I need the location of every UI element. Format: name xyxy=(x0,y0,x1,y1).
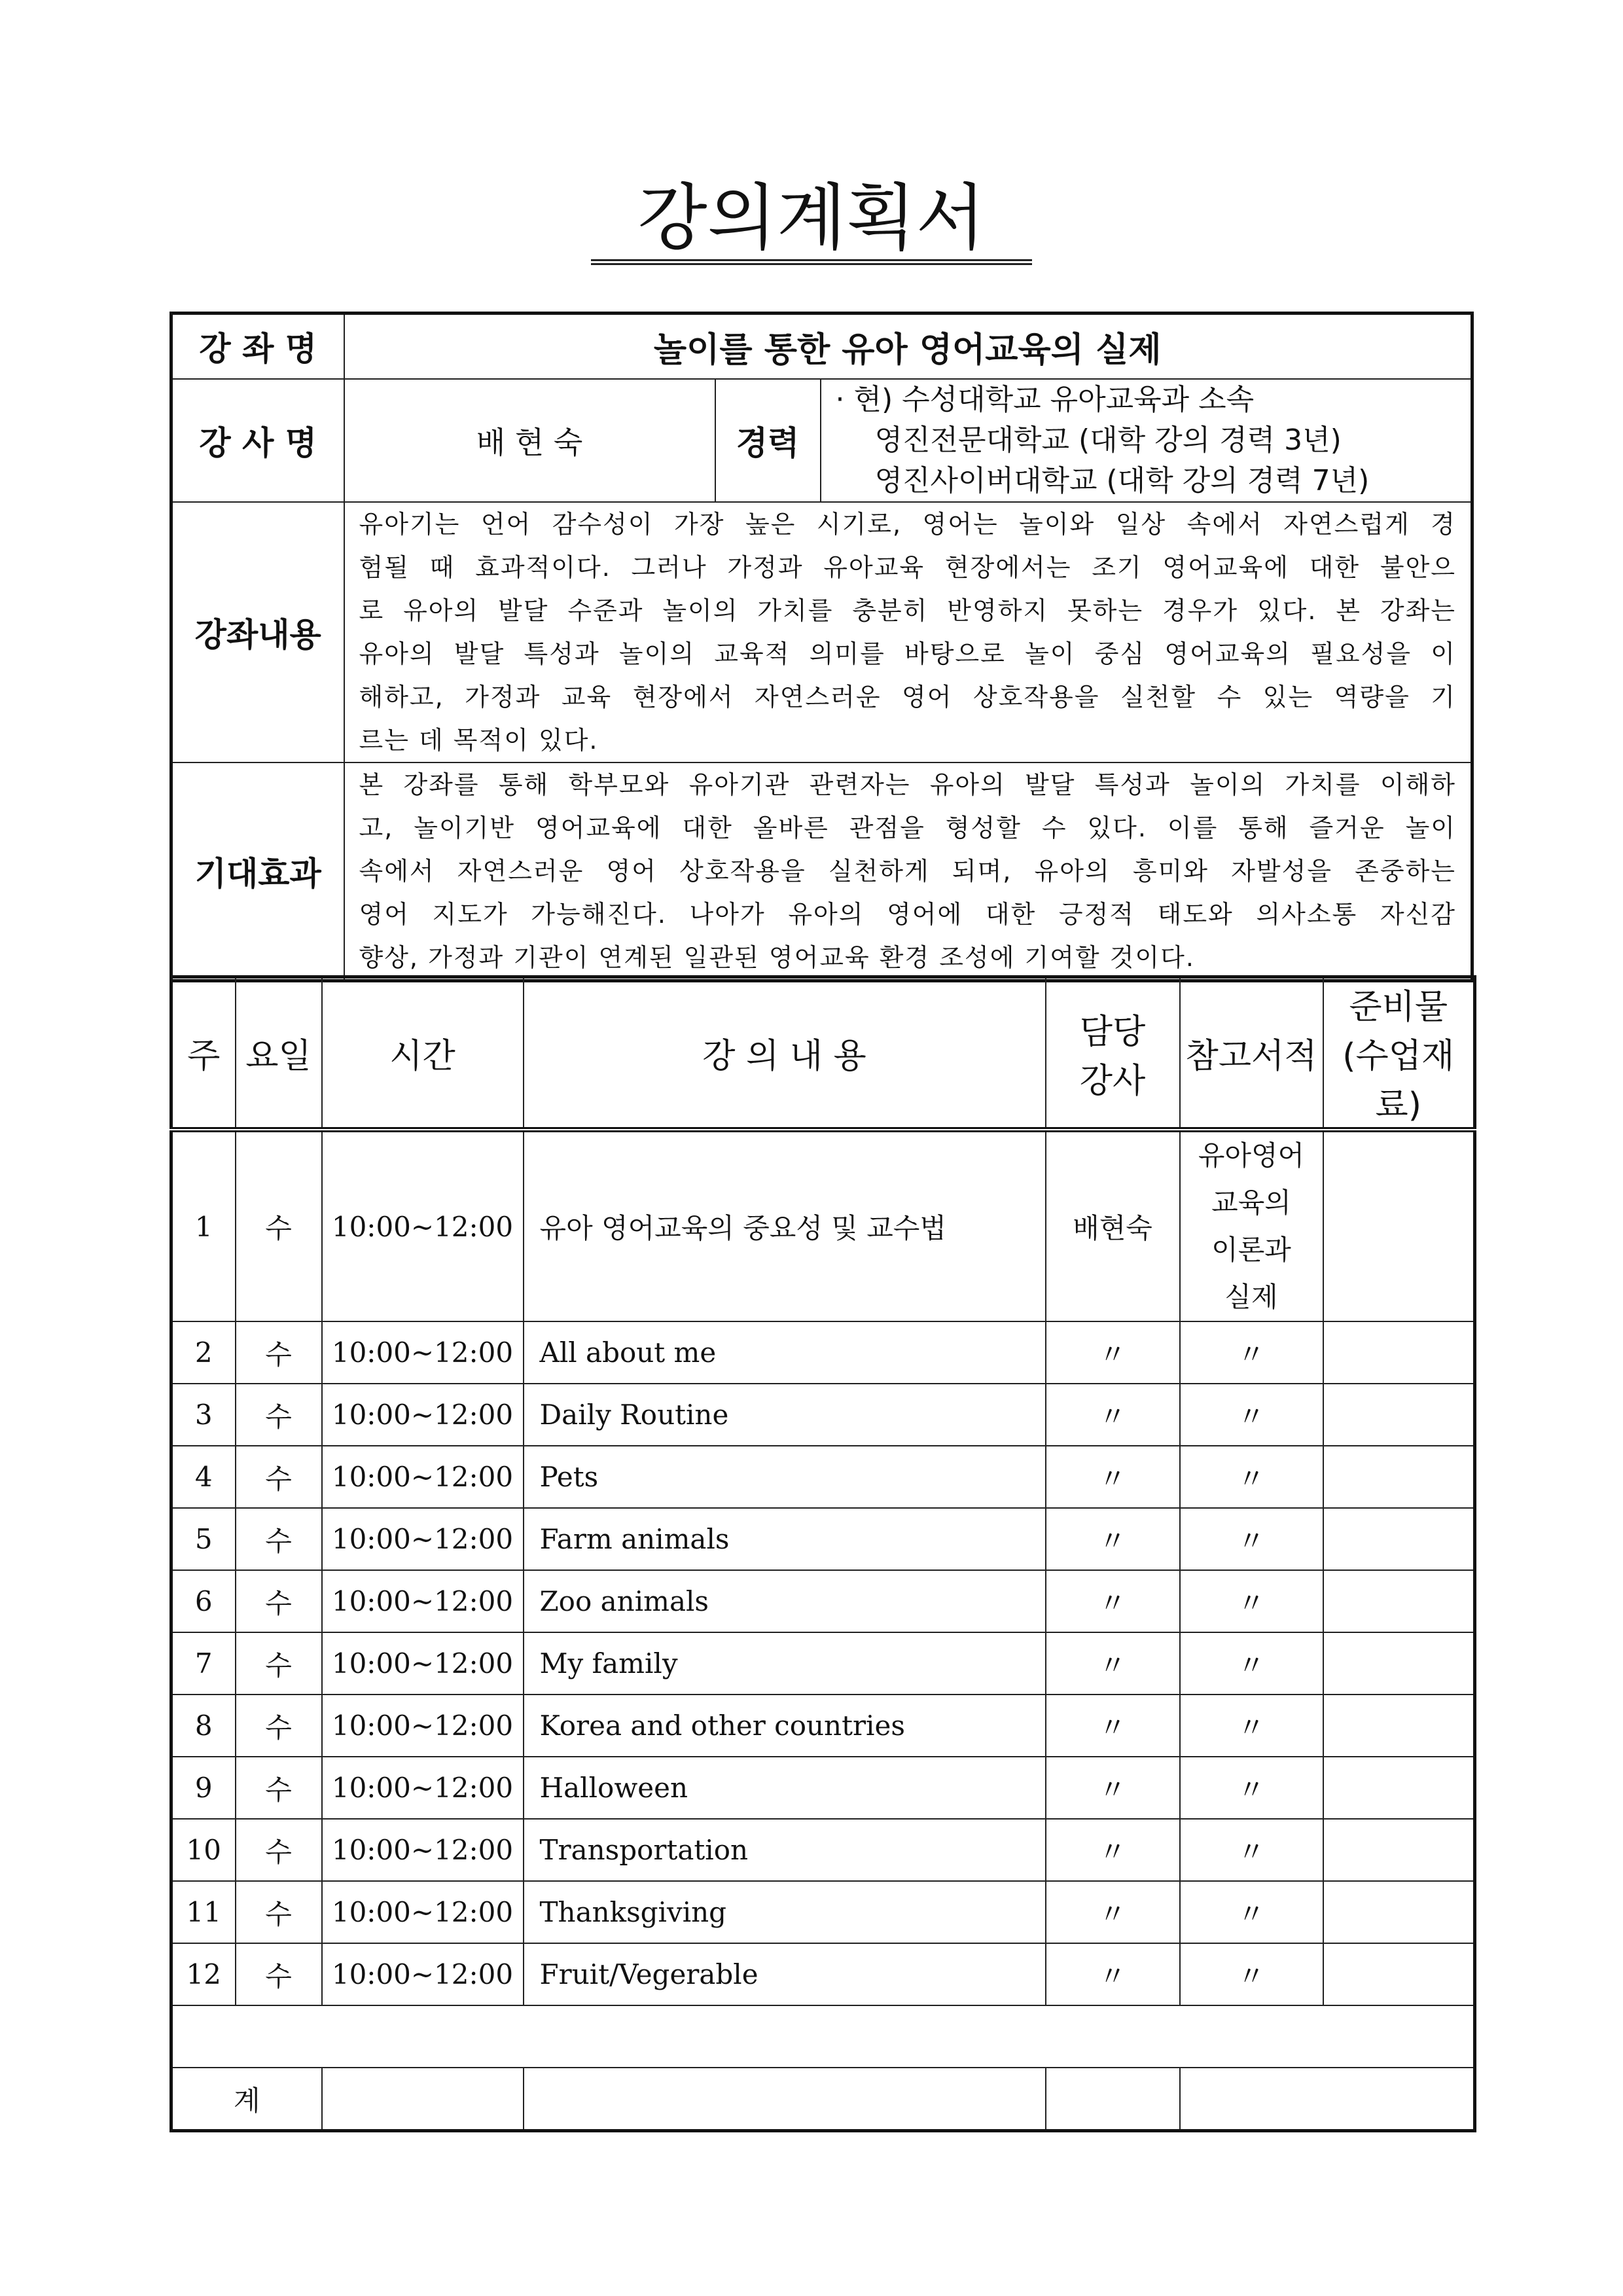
instructor-cell: 〃 xyxy=(1046,1570,1180,1632)
day-cell: 수 xyxy=(236,1757,322,1819)
effect-line: 고, 놀이기반 영어교육에 대한 올바른 관점을 형성할 수 있다. 이를 통해 즐거운 놀이 xyxy=(359,813,1456,842)
reference-cell: 〃 xyxy=(1180,1446,1323,1508)
content-line: 유아의 발달 특성과 놀이의 교육적 의미를 바탕으로 놀이 중심 영어교육의 필요성을 이 xyxy=(359,639,1456,668)
materials-cell xyxy=(1323,1321,1475,1384)
content-cell: Halloween xyxy=(524,1757,1046,1819)
instructor-cell: 〃 xyxy=(1046,1819,1180,1881)
content-cell: Daily Routine xyxy=(524,1384,1046,1446)
week-cell: 4 xyxy=(171,1446,236,1508)
content-line: 르는 데 목적이 있다. xyxy=(359,725,599,755)
course-name: 놀이를 통한 유아 영어교육의 실제 xyxy=(344,314,1472,379)
materials-cell xyxy=(1323,1757,1475,1819)
time-cell: 10:00~12:00 xyxy=(322,1130,524,1321)
week-cell: 10 xyxy=(171,1819,236,1881)
header-week: 주 xyxy=(171,977,236,1130)
career-item: 영진사이버대학교 (대학 강의 경력 7년) xyxy=(874,463,1370,497)
week-cell: 11 xyxy=(171,1881,236,1943)
content-cell: Pets xyxy=(524,1446,1046,1508)
table-row xyxy=(171,1570,1475,1632)
schedule-table xyxy=(169,975,1476,2132)
course-label: 강 좌 명 xyxy=(171,314,344,379)
header-materials-line: 준비물 xyxy=(1349,988,1448,1027)
table-row xyxy=(171,1446,1475,1508)
reference-cell: 〃 xyxy=(1180,1757,1323,1819)
header-day: 요일 xyxy=(236,977,322,1130)
time-cell: 10:00~12:00 xyxy=(322,1881,524,1943)
materials-cell xyxy=(1323,1632,1475,1695)
title-underline xyxy=(591,259,1032,265)
materials-cell xyxy=(1323,1881,1475,1943)
reference-line: 유아영어 xyxy=(1198,1139,1305,1172)
header-reference: 참고서적 xyxy=(1180,977,1323,1130)
week-cell: 12 xyxy=(171,1943,236,2005)
materials-cell xyxy=(1323,1695,1475,1757)
day-cell: 수 xyxy=(236,1508,322,1570)
document-title: 강의계획서 xyxy=(637,176,986,260)
day-cell: 수 xyxy=(236,1570,322,1632)
week-cell: 8 xyxy=(171,1695,236,1757)
day-cell: 수 xyxy=(236,1321,322,1384)
content-label: 강좌내용 xyxy=(171,502,344,762)
materials-cell xyxy=(1323,1446,1475,1508)
instructor-cell: 〃 xyxy=(1046,1881,1180,1943)
time-cell: 10:00~12:00 xyxy=(322,1508,524,1570)
total-cell xyxy=(322,2068,524,2131)
time-cell: 10:00~12:00 xyxy=(322,1943,524,2005)
total-cell xyxy=(1046,2068,1180,2131)
materials-cell xyxy=(1323,1570,1475,1632)
content-cell: Korea and other countries xyxy=(524,1695,1046,1757)
effect-line: 향상, 가정과 기관이 연계된 일관된 영어교육 환경 조성에 기여할 것이다. xyxy=(359,942,1195,972)
header-content: 강 의 내 용 xyxy=(524,977,1046,1130)
course-content xyxy=(344,502,1472,762)
content-cell: Farm animals xyxy=(524,1508,1046,1570)
instructor-cell: 배현숙 xyxy=(1046,1130,1180,1321)
time-cell: 10:00~12:00 xyxy=(322,1446,524,1508)
day-cell: 수 xyxy=(236,1130,322,1321)
day-cell: 수 xyxy=(236,1695,322,1757)
time-cell: 10:00~12:00 xyxy=(322,1819,524,1881)
expected-effect xyxy=(344,762,1472,981)
header-materials xyxy=(1323,977,1475,1130)
day-cell: 수 xyxy=(236,1446,322,1508)
content-cell: Thanksgiving xyxy=(524,1881,1046,1943)
instructor-label: 강 사 명 xyxy=(171,379,344,502)
table-row xyxy=(171,1881,1475,1943)
materials-cell xyxy=(1323,1943,1475,2005)
instructor-cell: 〃 xyxy=(1046,1695,1180,1757)
content-cell: 유아 영어교육의 중요성 및 교수법 xyxy=(524,1130,1046,1321)
instructor-cell: 〃 xyxy=(1046,1943,1180,2005)
content-line: 해하고, 가정과 교육 현장에서 자연스러운 영어 상호작용을 실천할 수 있는 역량을 기 xyxy=(359,682,1456,711)
reference-cell xyxy=(1180,1130,1323,1321)
reference-cell: 〃 xyxy=(1180,1943,1323,2005)
materials-cell xyxy=(1323,1819,1475,1881)
content-line: 유아기는 언어 감수성이 가장 높은 시기로, 영어는 놀이와 일상 속에서 자연스럽게 경 xyxy=(359,509,1456,539)
total-cell xyxy=(1180,2068,1475,2131)
header-instructor-line: 강사 xyxy=(1079,1061,1146,1101)
table-row xyxy=(171,1508,1475,1570)
instructor-cell: 〃 xyxy=(1046,1757,1180,1819)
time-cell: 10:00~12:00 xyxy=(322,1632,524,1695)
total-label: 계 xyxy=(171,2068,322,2131)
content-cell: All about me xyxy=(524,1321,1046,1384)
effect-label: 기대효과 xyxy=(171,762,344,981)
time-cell: 10:00~12:00 xyxy=(322,1695,524,1757)
table-row xyxy=(171,1943,1475,2005)
content-cell: Transportation xyxy=(524,1819,1046,1881)
career-item: · 현) 수성대학교 유아교육과 소속 xyxy=(835,382,1255,416)
instructor-name: 배 현 숙 xyxy=(344,379,715,502)
course-info-table xyxy=(169,312,1474,982)
reference-line: 이론과 xyxy=(1211,1234,1291,1266)
header-time: 시간 xyxy=(322,977,524,1130)
week-cell: 2 xyxy=(171,1321,236,1384)
table-row xyxy=(171,1632,1475,1695)
content-cell: My family xyxy=(524,1632,1046,1695)
materials-cell xyxy=(1323,1508,1475,1570)
week-cell: 9 xyxy=(171,1757,236,1819)
table-row xyxy=(171,1757,1475,1819)
week-cell: 3 xyxy=(171,1384,236,1446)
instructor-cell: 〃 xyxy=(1046,1321,1180,1384)
empty-row xyxy=(171,2005,1475,2068)
header-materials-line: (수업재료) xyxy=(1342,1037,1455,1125)
table-row xyxy=(171,1321,1475,1384)
career-label: 경력 xyxy=(715,379,821,502)
week-cell: 6 xyxy=(171,1570,236,1632)
time-cell: 10:00~12:00 xyxy=(322,1757,524,1819)
table-row xyxy=(171,1695,1475,1757)
reference-cell: 〃 xyxy=(1180,1321,1323,1384)
week-cell: 7 xyxy=(171,1632,236,1695)
day-cell: 수 xyxy=(236,1943,322,2005)
reference-cell: 〃 xyxy=(1180,1632,1323,1695)
day-cell: 수 xyxy=(236,1632,322,1695)
empty-cell xyxy=(171,2005,1475,2068)
reference-line: 교육의 xyxy=(1211,1187,1291,1219)
table-row xyxy=(171,1130,1475,1321)
content-line: 로 유아의 발달 수준과 놀이의 가치를 충분히 반영하지 못하는 경우가 있다. 본 강좌는 xyxy=(359,596,1456,625)
reference-cell: 〃 xyxy=(1180,1384,1323,1446)
day-cell: 수 xyxy=(236,1384,322,1446)
content-cell: Zoo animals xyxy=(524,1570,1046,1632)
time-cell: 10:00~12:00 xyxy=(322,1321,524,1384)
total-row xyxy=(171,2068,1475,2131)
reference-line: 실제 xyxy=(1224,1281,1278,1313)
reference-cell: 〃 xyxy=(1180,1570,1323,1632)
header-instructor xyxy=(1046,977,1180,1130)
career-list xyxy=(821,379,1472,502)
reference-cell: 〃 xyxy=(1180,1695,1323,1757)
content-line: 험될 때 효과적이다. 그러나 가정과 유아교육 현장에서는 조기 영어교육에 대한 불안으 xyxy=(359,552,1456,582)
reference-cell: 〃 xyxy=(1180,1508,1323,1570)
table-row xyxy=(171,1384,1475,1446)
week-cell: 1 xyxy=(171,1130,236,1321)
materials-cell xyxy=(1323,1130,1475,1321)
effect-line: 영어 지도가 가능해진다. 나아가 유아의 영어에 대한 긍정적 태도와 의사소통 자신감 xyxy=(359,899,1456,929)
day-cell: 수 xyxy=(236,1881,322,1943)
reference-cell: 〃 xyxy=(1180,1881,1323,1943)
content-cell: Fruit/Vegerable xyxy=(524,1943,1046,2005)
instructor-cell: 〃 xyxy=(1046,1508,1180,1570)
career-item: 영진전문대학교 (대학 강의 경력 3년) xyxy=(874,423,1342,457)
week-cell: 5 xyxy=(171,1508,236,1570)
table-row xyxy=(171,1819,1475,1881)
day-cell: 수 xyxy=(236,1819,322,1881)
instructor-cell: 〃 xyxy=(1046,1632,1180,1695)
header-instructor-line: 담당 xyxy=(1079,1012,1146,1052)
instructor-cell: 〃 xyxy=(1046,1384,1180,1446)
effect-line: 속에서 자연스러운 영어 상호작용을 실천하게 되며, 유아의 흥미와 자발성을 존중하는 xyxy=(359,856,1456,886)
effect-line: 본 강좌를 통해 학부모와 유아기관 관련자는 유아의 발달 특성과 놀이의 가치를 이해하 xyxy=(359,770,1456,799)
time-cell: 10:00~12:00 xyxy=(322,1570,524,1632)
time-cell: 10:00~12:00 xyxy=(322,1384,524,1446)
instructor-cell: 〃 xyxy=(1046,1446,1180,1508)
total-cell xyxy=(524,2068,1046,2131)
reference-cell: 〃 xyxy=(1180,1819,1323,1881)
materials-cell xyxy=(1323,1384,1475,1446)
